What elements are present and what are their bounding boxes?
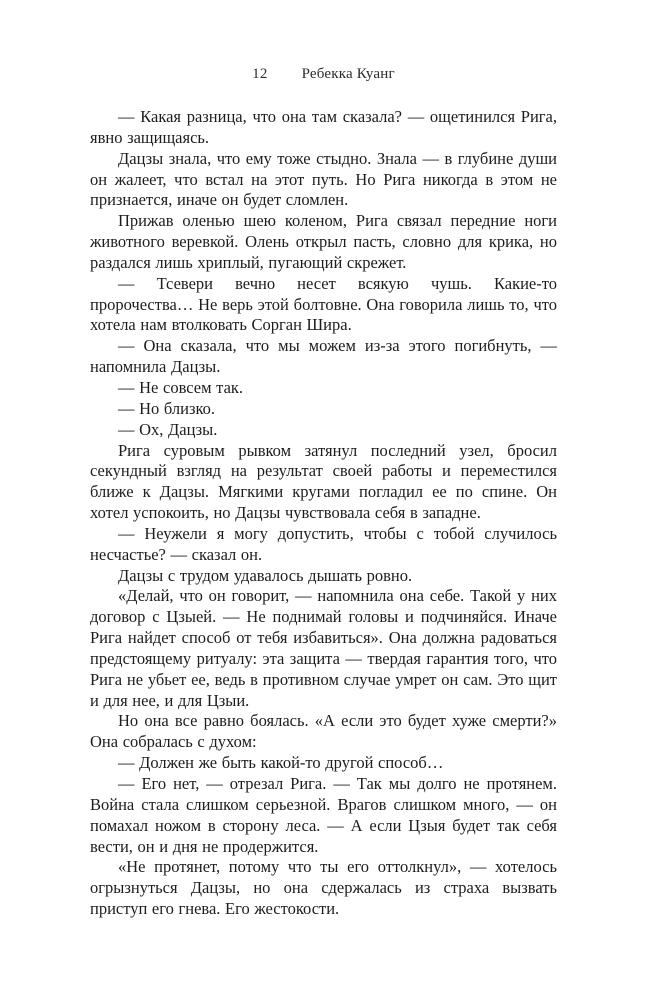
paragraph: «Делай, что он говорит, — напомнила она себе. Такой у них договор с Цзыей. — Не поднимай головы и подчиняйся. Иначе Рига найдет способ от тебя избавиться». Она должна радоваться предстоящему ритуалу: эта защита — твердая гарантия того, что Рига не убьет ее, ведь в противном случае умрет он сам. Это щит и для нее, и для Цзыи. — [90, 586, 557, 710]
paragraph: — Она сказала, что мы можем из-за этого погибнуть, — напомнила Дацзы. — [90, 336, 557, 377]
text-block — [90, 107, 557, 920]
running-title: Ребекка Куанг — [301, 66, 395, 82]
paragraph: — Тсевери вечно несет всякую чушь. Какие-то пророчества… Не верь этой болтовне. Она говорила лишь то, что хотела нам втолковать Сорган Шира. — [90, 273, 557, 335]
paragraph: Дацзы с трудом удавалось дышать ровно. — [118, 565, 413, 585]
page-header — [90, 66, 557, 83]
paragraph: — Его нет, — отрезал Рига. — Так мы долго не протянем. Война стала слишком серьезной. Врагов слишком много, — он помахал ножом в сторону леса. — А если Цзыя будет так себя вести, он и дня не продержится. — [90, 774, 557, 856]
paragraph: — Должен же быть какой-то другой способ… — [118, 753, 444, 773]
page-number: 12 — [252, 66, 268, 82]
paragraph: Прижав оленью шею коленом, Рига связал передние ноги животного веревкой. Олень открыл пасть, словно для крика, но раздался лишь хриплый, пугающий скрежет. — [90, 211, 557, 272]
paragraph: — Но близко. — [118, 398, 216, 418]
paragraph: — Какая разница, что она там сказала? — ощетинился Рига, явно защищаясь. — [90, 107, 557, 147]
paragraph: «Не протянет, потому что ты его оттолкнул», — хотелось огрызнуться Дацзы, но она сдержалась из страха вызвать приступ его гнева. Его жестокости. — [90, 857, 557, 919]
paragraph: Но она все равно боялась. «А если это будет хуже смерти?» Она собралась с духом: — [90, 711, 557, 752]
paragraph: — Неужели я могу допустить, чтобы с тобой случилось несчастье? — сказал он. — [90, 523, 557, 564]
paragraph: Дацзы знала, что ему тоже стыдно. Знала — в глубине души он жалеет, что встал на этот путь. Но Рига никогда в этом не признается, иначе он будет сломлен. — [90, 148, 557, 210]
paragraph: — Ох, Дацзы. — [118, 419, 218, 439]
paragraph: — Не совсем так. — [118, 377, 244, 397]
paragraph: Рига суровым рывком затянул последний узел, бросил секундный взгляд на результат своей работы и переместился ближе к Дацзы. Мягкими кругами погладил ее по спине. Он хотел успокоить, но Дацзы чувствовала себя в западне. — [90, 440, 557, 523]
